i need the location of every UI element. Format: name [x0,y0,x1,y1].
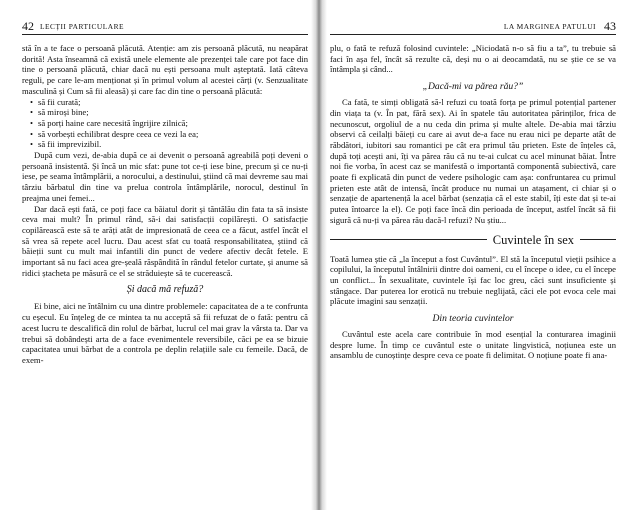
list-item: • să vorbești echilibrat despre ceea ce vezi la ea; [38,129,308,140]
right-opening-paragraph: plu, o fată te refuză folosind cuvintele: „Niciodată n-o să fiu a ta”, tu trebuie să faci în așa fel, încât să rezulte că, deși nu o ai deocamdată, nu se știe ce se va întâmpla și când... [330,43,616,75]
left-paragraph-2: Dar dacă ești fată, ce poți face ca băiatul dorit și tăntălău din fata ta să insiste ceva mai mult? În primul rând, să-i dai satisfacții copilărești. O satisfacție copilărească este să te arăți atât de impresionată de ceea ce a făcut, astfel încât el să vrea să repete acel lucru. Dau acest sfat cu toată responsabilitatea, știind că băieții sunt cu mult mai infantili din punct de vedere afectiv decât fetele. E important să nu faci acea gre-șeală răspândită în rândul fetelor curtate, și anume să ridici ștacheta pe măsură ce el se străduiește să te cucerească. [22,203,308,278]
list-item: • să porți haine care necesită îngrijire zilnică; [38,118,308,129]
right-page-header [330,18,616,35]
right-page-number: 43 [604,19,616,33]
left-running-head: LECȚII PARTICULARE [40,22,125,31]
section-rule-left [330,239,487,240]
left-paragraph-1: După cum vezi, de-abia după ce ai devenit o persoană agreabilă poți deveni o persoană insistentă. Și încă un mic sfat: pune tot ce-ți iese bine, precum și ce nu-ți iese, pe seama întâmplării, a norocului, a destinului, știind că mai devreme sau mai târziu bărbatul din tine va prelua controla întâmplările, norocul, destinul în preajma unei femei... [22,150,308,203]
left-page-header [22,18,308,35]
rules-list [22,97,308,151]
right-paragraph-2: Ca fată, te simți obligată să-l refuzi cu toată forța pe primul potențial partener din viața ta (v. În pat, fără sex). Ai în spatele tău autoritatea părinților, frica de necunoscut, orgoliul de a nu ceda din prima și multe altele. De-abia mai târziu observi că ceilalți băieți cu care ai avut de-a face nu erau nici pe departe atât de răbdători, iubitori sau romantici pe cât era primul tău prieten. Este de înțeles că, după toți acești ani, îți va părea rău că nu te-ai culcat cu acel minunat băiat. Între noi fie vorba, în acest caz se manifestă o importantă componentă subiectivă, care poate fi explicată din punct de vedere psihologic cam așa: confruntarea cu primul prieten este atât de intensă, încât produce nu numai un atașament, ci chiar și o senzație de apartenență la acel bărbat (senzația că el este stabil, îți este dat și te-ai putea întoarce la el). Ce poți face încă din perioada de început, astfel încât să fii sigură că nu-ți va părea rău dacă-l refuzi? Nu știu... [330,97,616,225]
left-final-paragraph: Ei bine, aici ne întâlnim cu una dintre problemele: capacitatea de a te confrunta cu eșecul. Eu înțeleg de ce mintea ta nu acceptă să fii refuzat de o fată: pentru că acest lucru te descalifică din rolul de bărbat, lucrul cel mai grav la vârsta ta. Dar va trebui să dobândești arta de a face evenimentele reversibile, căci pe ea se bizuie capacitatea unui bărbat de a controla pe deplin relațiile sale cu femeile. Dacă, de exem- [22,301,308,365]
book-gutter [311,0,327,510]
left-intro-paragraph: stă în a te face o persoană plăcută. Atenție: am zis persoană plăcută, nu neapărat dorită! Asta înseamnă că există unele elemente ale prezenței tale care pot face din tine o persoană plăcută, chiar dacă nu ești persoana mult așteptată. Iată câteva reguli, pe care le-am menționat și în primul volum al acestei cărți (v. Senzualitate masculină și Cum să fii aleasă) și care fac din tine o persoană plăcută: [22,43,308,96]
left-subheading: Și dacă mă refuză? [126,284,204,296]
section-heading [330,232,616,248]
right-running-head: LA MARGINEA PATULUI [503,22,596,31]
list-item: • să fii imprevizibil. [38,139,308,150]
right-paragraph-3: Toată lumea știe că „la început a fost Cuvântul”. El stă la începutul vieții psihice a copilului, la începutul întâlnirii dintre doi oameni, cu el începe o idee, cu el începe un conflict... În sexualitate, cuvintele își fac loc greu, căci sunt insuficiente și stângace. Dar puterea lor erotică nu trebuie neglijată, căci ele pot evoca cele mai plăcute imagini sau senzații. [330,253,616,307]
question-heading: „Dacă-mi va părea rău?” [422,81,524,93]
list-item: • să fii curată; [38,97,308,108]
section-rule-right [580,239,616,240]
right-paragraph-4: Cuvântul este acela care contribuie în mod esențial la conturarea imaginii despre lume. În timp ce cuvântul este o unitate lingvistică, noțiunea este un ansamblu de cunoștințe despre ceva ce poate fi delimitat. O noțiune poate fi ana- [330,329,616,361]
section-title: Cuvintele în sex [492,232,574,247]
right-page [330,18,616,498]
list-item: • să miroși bine; [38,107,308,118]
theory-heading: Din teoria cuvintelor [432,313,514,325]
left-page-number: 42 [22,19,34,33]
left-page [22,18,308,498]
